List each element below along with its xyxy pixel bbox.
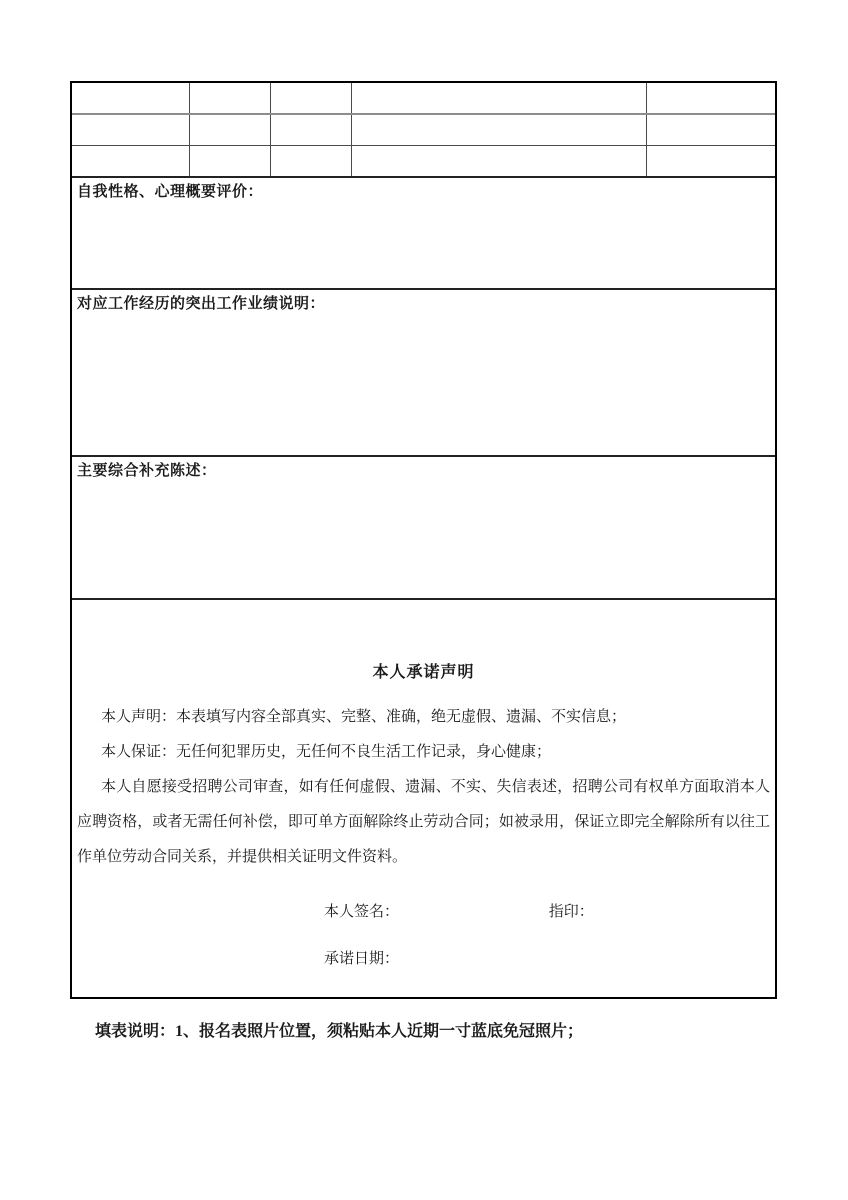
declaration-paragraph-consent: 本人自愿接受招聘公司审查，如有任何虚假、遗漏、不实、失信表述，招聘公司有权单方面取消本人应聘资格，或者无需任何补偿，即可单方面解除终止劳动合同；如被录用，保证立即完全解除所有以往工作单位劳动合同关系，并提供相关证明文件资料。 [77,779,770,865]
table-row [72,146,775,177]
empty-cell [72,146,189,177]
section-declaration [72,598,775,997]
declaration-title: 本人承诺声明 [372,664,475,681]
empty-grid [72,83,775,176]
empty-cell [351,114,646,146]
section-work-achievements [72,288,775,455]
commitment-date-label: 承诺日期： [324,951,400,967]
section-supplementary-statement [72,455,775,598]
empty-cell [351,83,646,114]
signature-label: 本人签名： [324,904,400,920]
empty-cell [189,146,270,177]
date-row [77,942,770,977]
section-label-self-evaluation: 自我性格、心理概要评价： [77,184,264,200]
empty-cell [646,83,775,114]
application-form-table [70,81,777,999]
empty-cell [189,83,270,114]
empty-cell [189,114,270,146]
table-row [72,83,775,114]
empty-cell [72,83,189,114]
empty-cell [270,83,351,114]
declaration-paragraph-statement: 本人声明：本表填写内容全部真实、完整、准确，绝无虚假、遗漏、不实信息； [101,709,627,725]
declaration-body [77,700,770,875]
section-label-work-achievements: 对应工作经历的突出工作业绩说明： [77,296,326,312]
table-row [72,114,775,146]
section-label-supplementary-statement: 主要综合补充陈述： [77,463,217,479]
empty-cell [72,114,189,146]
empty-cell [646,114,775,146]
empty-cell [270,114,351,146]
empty-cell [646,146,775,177]
fingerprint-label: 指印： [548,904,594,920]
section-self-evaluation [72,176,775,288]
declaration-paragraph-guarantee: 本人保证：无任何犯罪历史，无任何不良生活工作记录，身心健康； [101,744,552,760]
empty-cell [351,146,646,177]
empty-cell [270,146,351,177]
signature-row [77,895,770,930]
form-filling-instructions: 填表说明：1、报名表照片位置，须粘贴本人近期一寸蓝底免冠照片； [95,1023,584,1040]
